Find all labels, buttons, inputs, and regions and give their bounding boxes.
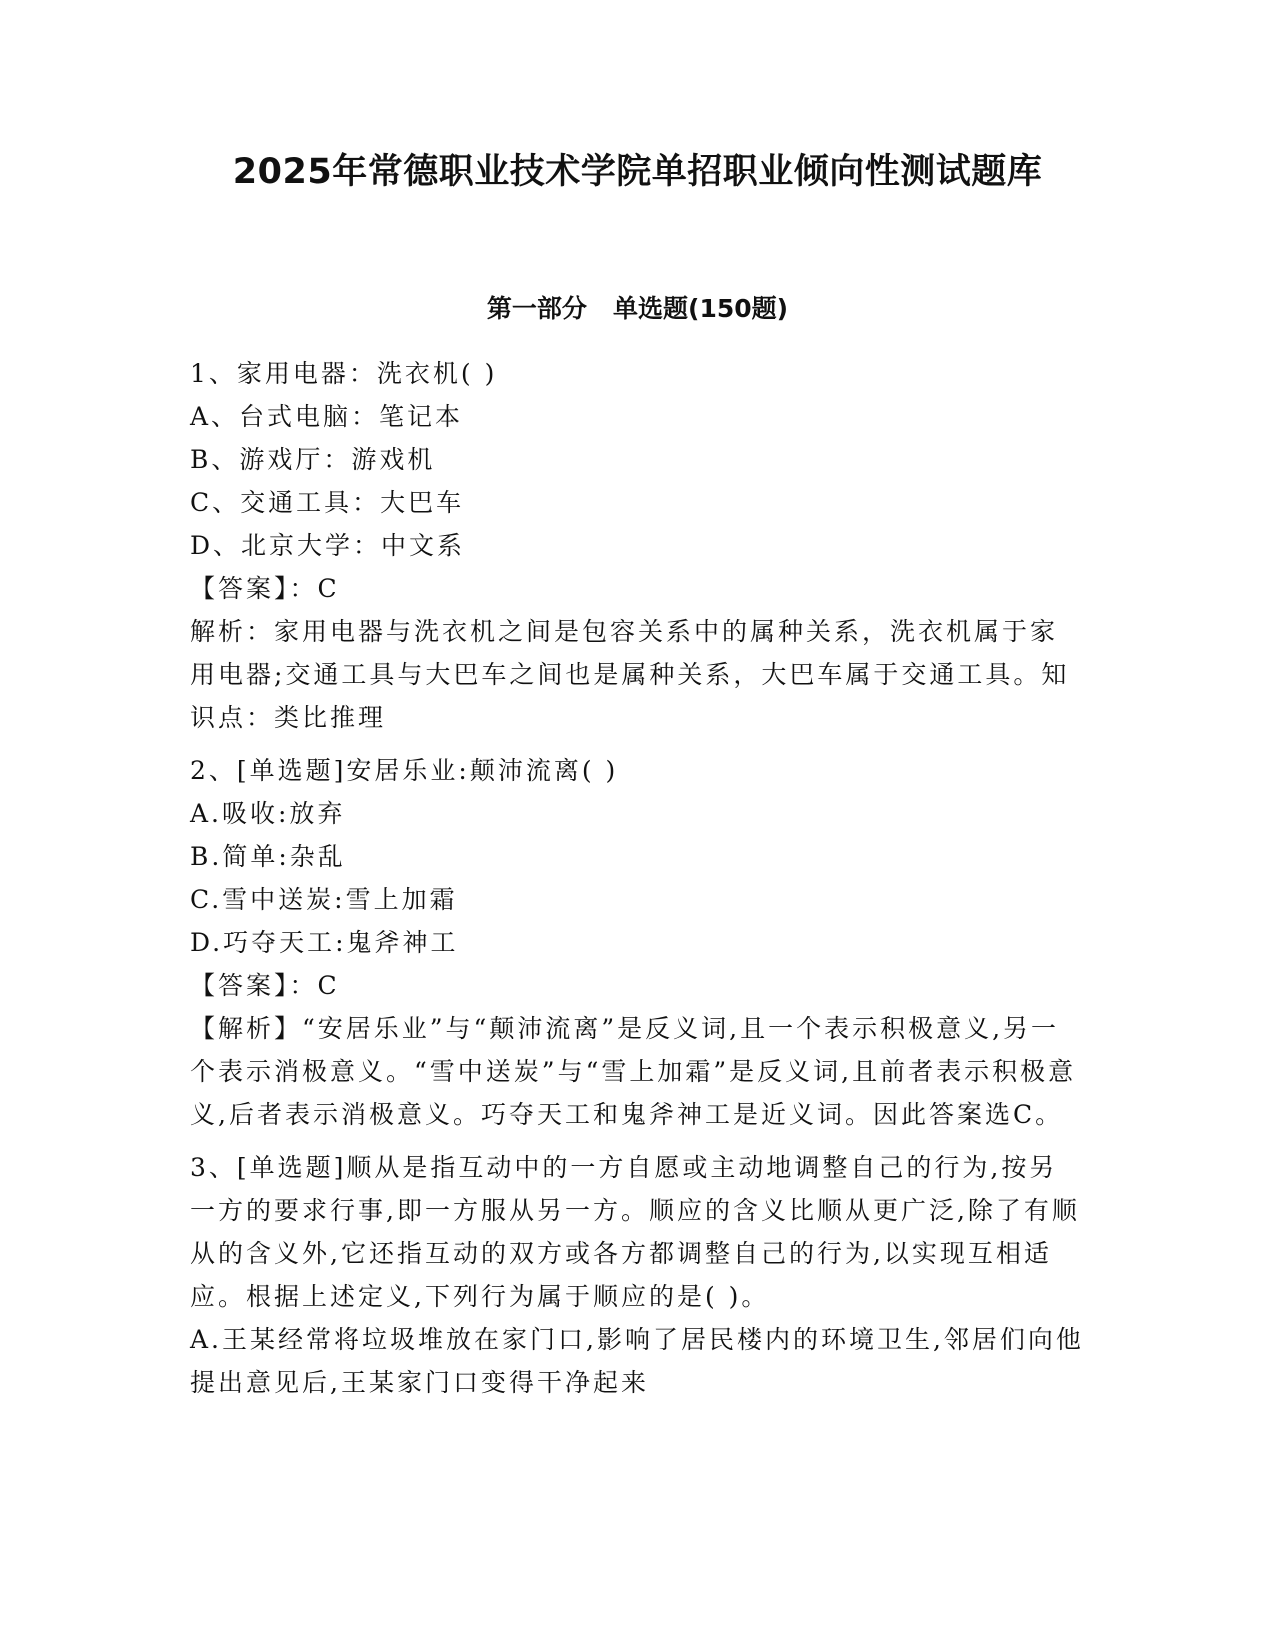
question-stem: 3、[单选题]顺从是指互动中的一方自愿或主动地调整自己的行为,按另一方的要求行事,即一方服从另一方。顺应的含义比顺从更广泛,除了有顺从的含义外,它还指互动的双方或各方都调整自己的行为,以实现互相适应。根据上述定义,下列行为属于顺应的是( )。 bbox=[190, 1153, 1080, 1311]
question-3 bbox=[190, 1146, 1085, 1404]
option-a: A、台式电脑：笔记本 bbox=[190, 402, 464, 431]
option-b: B.简单:杂乱 bbox=[190, 842, 346, 871]
analysis: 【解析】“安居乐业”与“颠沛流离”是反义词,且一个表示积极意义,另一个表示消极意义。“雪中送炭”与“雪上加霜”是反义词,且前者表示积极意义,后者表示消极意义。巧夺天工和鬼斧神工是近义词。因此答案选C。 bbox=[190, 1014, 1077, 1129]
option-a: A.王某经常将垃圾堆放在家门口,影响了居民楼内的环境卫生,邻居们向他提出意见后,王某家门口变得干净起来 bbox=[190, 1325, 1084, 1397]
option-a: A.吸收:放弃 bbox=[190, 799, 346, 828]
answer: 【答案】：C bbox=[190, 971, 340, 1000]
option-c: C、交通工具：大巴车 bbox=[190, 488, 465, 517]
option-c: C.雪中送炭:雪上加霜 bbox=[190, 885, 458, 914]
answer: 【答案】：C bbox=[190, 574, 340, 603]
question-list bbox=[190, 352, 1085, 1414]
section-title: 第一部分 单选题(150题) bbox=[486, 294, 789, 323]
document-title: 2025年常德职业技术学院单招职业倾向性测试题库 bbox=[232, 152, 1043, 192]
option-b: B、游戏厅：游戏机 bbox=[190, 445, 436, 474]
question-2 bbox=[190, 749, 1085, 1136]
option-d: D.巧夺天工:鬼斧神工 bbox=[190, 928, 459, 957]
question-1 bbox=[190, 352, 1085, 739]
question-stem: 1、家用电器：洗衣机( ) bbox=[190, 359, 498, 388]
analysis: 解析：家用电器与洗衣机之间是包容关系中的属种关系，洗衣机属于家用电器;交通工具与大巴车之间也是属种关系，大巴车属于交通工具。知识点：类比推理 bbox=[190, 617, 1070, 732]
question-stem: 2、[单选题]安居乐业:颠沛流离( ) bbox=[190, 756, 619, 785]
option-d: D、北京大学：中文系 bbox=[190, 531, 466, 560]
